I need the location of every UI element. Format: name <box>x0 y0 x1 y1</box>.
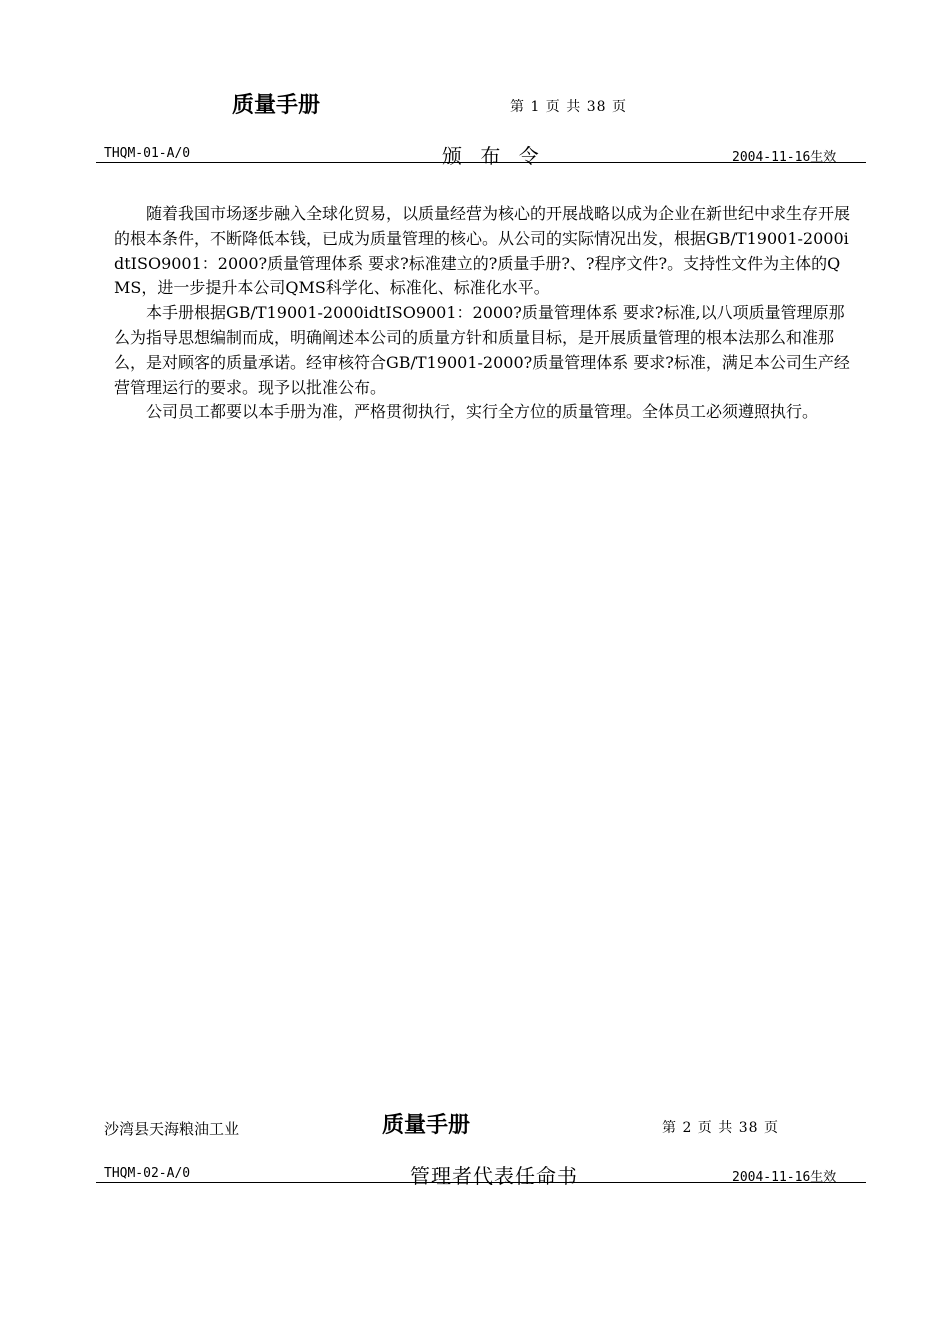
effective-date: 2004-11-16生效 <box>732 1170 837 1185</box>
doc-code: THQM-01-A/0 <box>104 146 191 161</box>
header-rule <box>96 162 866 163</box>
section-title: 管理者代表任命书 <box>410 1164 578 1188</box>
manual-title: 质量手册 <box>382 1113 471 1138</box>
paragraph-1: 随着我国市场逐步融入全球化贸易，以质量经营为核心的开展战略以成为企业在新世纪中求生存开展的根本条件，不断降低本钱，已成为质量管理的核心。从公司的实际情况出发，根据GB/T19001-2000idtISO9001：2000?质量管理体系 要求?标准建立的?质量手册?、?程序文件?。支持性文件为主体的QMS，进一步提升本公司QMS科学化、标准化、标准化水平。 <box>114 204 851 298</box>
company-name: 沙湾县天海粮油工业 <box>104 1120 240 1138</box>
page-info: 第 2 页 共 38 页 <box>662 1120 779 1136</box>
manual-title: 质量手册 <box>232 93 321 118</box>
paragraph-3: 公司员工都要以本手册为准，严格贯彻执行，实行全方位的质量管理。全体员工必须遵照执行。 <box>114 402 819 422</box>
page-info: 第 1 页 共 38 页 <box>510 99 627 115</box>
header-rule <box>96 1182 866 1183</box>
section-title: 颁 布 令 <box>442 144 545 168</box>
doc-code: THQM-02-A/0 <box>104 1166 191 1181</box>
effective-date: 2004-11-16生效 <box>732 150 837 165</box>
body-text <box>114 202 854 425</box>
paragraph-2: 本手册根据GB/T19001-2000idtISO9001：2000?质量管理体系 要求?标准,以八项质量管理原那么为指导思想编制而成，明确阐述本公司的质量方针和质量目标，是开展质量管理的根本法那么和准那么，是对顾客的质量承诺。经审核符合GB/T19001-2000?质量管理体系 要求?标准，满足本公司生产经营管理运行的要求。现予以批准公布。 <box>114 303 850 397</box>
